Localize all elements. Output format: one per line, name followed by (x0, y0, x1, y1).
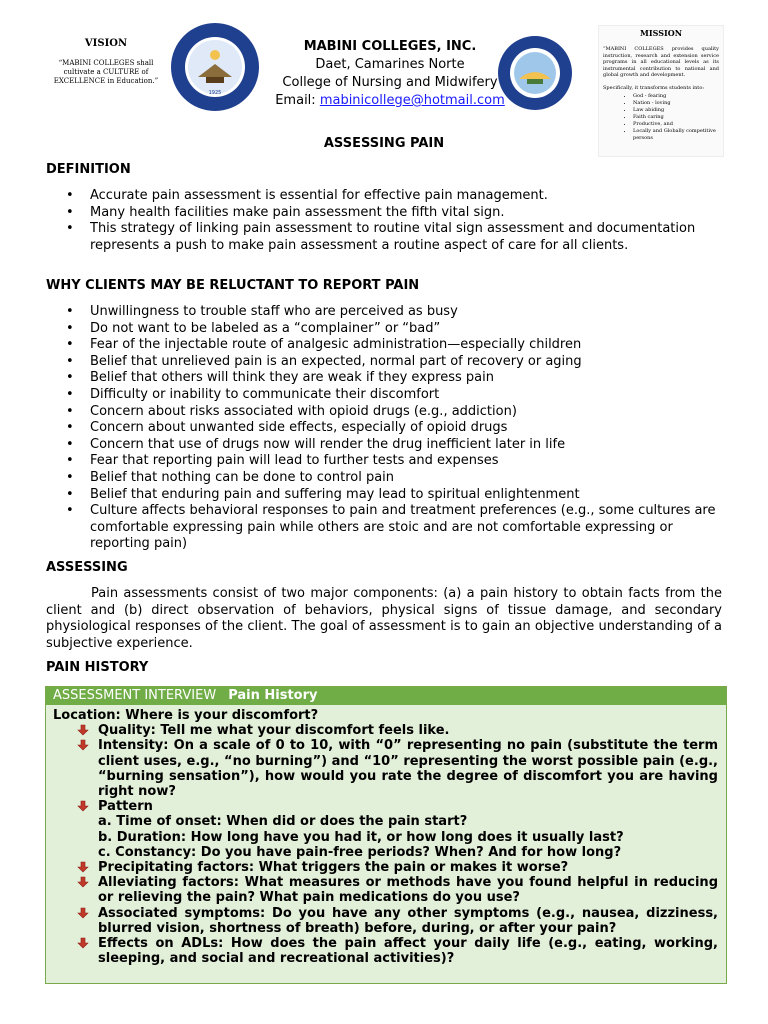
page-title: ASSESSING PAIN (323, 136, 445, 151)
vision-title: VISION (84, 38, 128, 49)
vision-box (52, 38, 160, 86)
list-item: • Concern that use of drugs now will render the drug inefficient later in life (62, 437, 727, 454)
list-item: • Concern about unwanted side effects, especially of opioid drugs (62, 420, 727, 437)
reluctant-list (62, 304, 727, 553)
interview-alleviating-row (53, 875, 718, 905)
assessment-interview-table (45, 686, 727, 984)
institution-name: MABINI COLLEGES, INC. (303, 39, 477, 54)
interview-precipitating: Precipitating factors: What triggers the pain or makes it worse? (98, 860, 569, 876)
institution-header (240, 38, 540, 110)
definition-list (62, 188, 727, 254)
table-header-label: ASSESSMENT INTERVIEW (53, 688, 217, 703)
arrow-down-icon (77, 861, 89, 873)
list-item: • Difficulty or inability to communicate their discomfort (62, 387, 727, 404)
list-item: • Concern about risks associated with opioid drugs (e.g., addiction) (62, 404, 727, 421)
mission-item: • Faith caring (633, 114, 719, 121)
list-item: • Many health facilities make pain assessment the fifth vital sign. (62, 205, 727, 222)
list-item: • Fear that reporting pain will lead to further tests and expenses (62, 453, 727, 470)
assessing-heading: ASSESSING (46, 560, 128, 575)
table-header (46, 687, 726, 705)
seal-year: 1925 (208, 90, 222, 96)
mission-lead: Specifically, it transforms students into: (603, 84, 705, 91)
college-name: College of Nursing and Midwifery (282, 75, 498, 90)
interview-pattern: Pattern (98, 799, 153, 815)
mission-item: • Productive, and (633, 121, 719, 128)
list-item: • Belief that others will think they are weak if they express pain (62, 370, 727, 387)
interview-pattern-row (53, 799, 718, 814)
mission-item: • Law abiding (633, 107, 719, 114)
institution-location: Daet, Camarines Norte (315, 57, 465, 72)
interview-intensity: Intensity: On a scale of 0 to 10, with “0” representing no pain (substitute the term client uses, e.g., “no burning”) and “10” representing the worst possible pain (e.g., “burning sensation”), how would you rate the degree of discomfort you are having right now? (98, 738, 718, 800)
list-item: • Belief that enduring pain and suffering may lead to spiritual enlightenment (62, 487, 727, 504)
arrow-down-icon (77, 800, 89, 812)
mission-item: • Locally and Globally competitive persons (633, 128, 719, 142)
mission-text: “MABINI COLLEGES provides quality instruction, research and extension service programs in all educational levels as its instrumental contribution to national and global growth and development. (603, 46, 719, 78)
arrow-down-icon (77, 724, 89, 736)
interview-quality-row (53, 723, 718, 738)
mission-item: • Nation - loving (633, 100, 719, 107)
assessing-paragraph: Pain assessments consist of two major components: (a) a pain history to obtain facts from the client and (b) direct observation of behaviors, physical signs of tissue damage, and secondary physiological responses of the client. The goal of assessment is to gain an objective understanding of a subjective experience. (46, 586, 722, 651)
interview-alleviating: Alleviating factors: What measures or methods have you found helpful in reducing or relieving the pain? What pain medications do you use? (98, 875, 718, 906)
arrow-down-icon (77, 876, 89, 888)
interview-pattern-c: c. Constancy: Do you have pain-free periods? When? And for how long? (98, 844, 622, 860)
list-item: • Unwillingness to trouble staff who are perceived as busy (62, 304, 727, 321)
list-item: • Culture affects behavioral responses to pain and treatment preferences (e.g., some cultures are comfortable expressing pain while others are stoic and are not comfortable expressing or reporting pain) (62, 503, 727, 553)
college-seal-logo-right (497, 35, 573, 111)
interview-adls: Effects on ADLs: How does the pain affect your daily life (e.g., eating, working, sleeping, and social and recreational activities)? (98, 936, 718, 967)
list-item: • This strategy of linking pain assessment to routine vital sign assessment and documentation represents a push to make pain assessment a routine aspect of care for all clients. (62, 221, 727, 254)
reluctant-heading: WHY CLIENTS MAY BE RELUCTANT TO REPORT PAIN (46, 278, 420, 293)
table-header-title: Pain History (228, 688, 318, 703)
interview-quality: Quality: Tell me what your discomfort feels like. (98, 723, 450, 739)
interview-intensity-row (53, 738, 718, 799)
interview-precipitating-row (53, 860, 718, 875)
list-item: • Fear of the injectable route of analgesic administration—especially children (62, 337, 727, 354)
interview-adls-row (53, 936, 718, 966)
interview-pattern-a: a. Time of onset: When did or does the pain start? (98, 814, 468, 830)
mission-list (633, 93, 719, 142)
mission-title: MISSION (640, 28, 682, 38)
vision-text: “MABINI COLLEGES shall cultivate a CULTURE of EXCELLENCE in Education.” (53, 59, 159, 85)
interview-pattern-b: b. Duration: How long have you had it, or how long does it usually last? (98, 829, 624, 845)
arrow-down-icon (77, 907, 89, 919)
email-label: Email: (275, 93, 316, 108)
mission-item: • God - fearing (633, 93, 719, 100)
interview-location: Location: Where is your discomfort? (53, 708, 319, 723)
interview-associated: Associated symptoms: Do you have any other symptoms (e.g., nausea, dizziness, blurred vision, shortness of breath) before, during, or after your pain? (98, 905, 718, 936)
list-item: • Belief that unrelieved pain is an expected, normal part of recovery or aging (62, 354, 727, 371)
email-link[interactable]: mabinicollege@hotmail.com (319, 93, 505, 108)
interview-associated-row (53, 906, 718, 936)
arrow-down-icon (77, 937, 89, 949)
list-item: • Accurate pain assessment is essential for effective pain management. (62, 188, 727, 205)
table-body (46, 705, 726, 983)
list-item: • Belief that nothing can be done to control pain (62, 470, 727, 487)
list-item: • Do not want to be labeled as a “complainer” or “bad” (62, 321, 727, 338)
pain-history-heading: PAIN HISTORY (46, 660, 149, 675)
definition-heading: DEFINITION (46, 162, 131, 177)
arrow-down-icon (77, 739, 89, 751)
email-line (240, 92, 540, 110)
